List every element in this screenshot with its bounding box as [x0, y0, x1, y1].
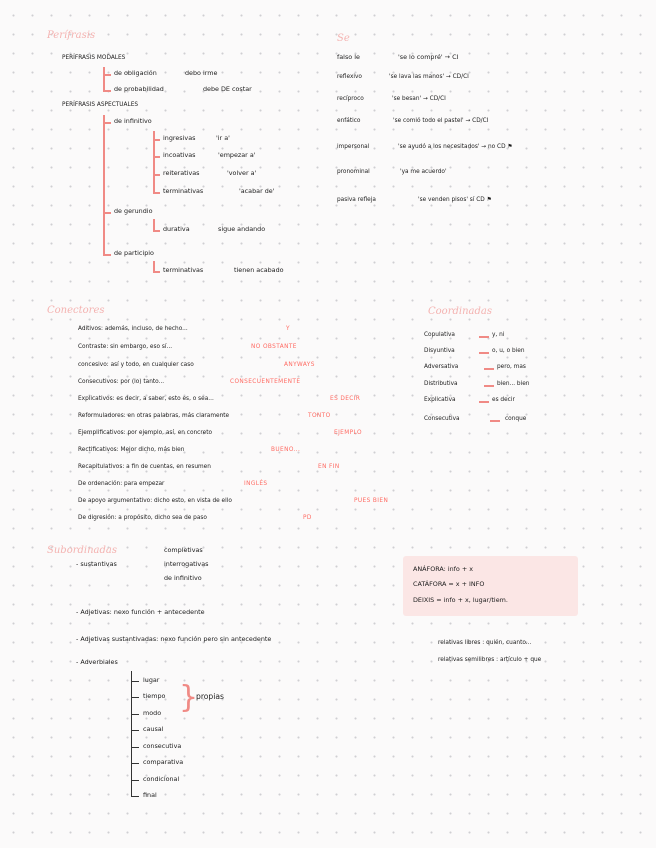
- modal-probabilidad-example: debe DE costar: [203, 85, 252, 93]
- conector-label: De digresión: a propósito, dicho sea de paso: [78, 515, 207, 521]
- adverbial-item: final: [143, 791, 157, 799]
- gerundio-item-label: durativa: [163, 225, 190, 233]
- se-item-label: recíproco: [337, 96, 364, 102]
- se-item-example: 'se ayudó a los necesitados' → no CD ⚑: [398, 144, 513, 150]
- conector-key: EN FIN: [318, 464, 340, 470]
- aspectuales-heading: PERÍFRASIS ASPECTUALES: [62, 102, 139, 108]
- infinitivo-item-label: terminativas: [163, 187, 204, 195]
- relativas-libres: relativas libres : quién, cuanto...: [438, 640, 532, 646]
- sustantivas-label: - sustantivas: [76, 560, 117, 568]
- se-item-example: 'se lava las manos' → CD/CI: [389, 74, 469, 80]
- branch-tick: [153, 230, 160, 232]
- anafora-line: ANÁFORA: info + x: [413, 565, 474, 573]
- subordinadas-title: Subordinadas: [47, 545, 117, 556]
- conector-label: Reformuladores: en otras palabras, más claramente: [78, 413, 230, 419]
- catafora-line: CATÁFORA = x + INFO: [413, 580, 485, 588]
- adverbial-item: causal: [143, 725, 164, 733]
- coordinada-label: Explicativa: [424, 397, 456, 403]
- modal-probabilidad-label: de probabilidad: [114, 85, 164, 93]
- se-item-example: 'se venden pisos' sí CD ⚑: [418, 197, 492, 203]
- coordinada-dash: [484, 368, 494, 370]
- se-item-example: 'ya me acuerdo': [400, 169, 447, 175]
- infinitivo-item-example: 'acabar de': [239, 187, 275, 195]
- modales-heading: PERÍFRASIS MODALES: [62, 55, 126, 61]
- infinitivo-item-example: 'empezar a': [218, 151, 256, 159]
- coordinada-example: pero, mas: [497, 364, 526, 370]
- branch-tick: [131, 763, 139, 764]
- coordinada-label: Disyuntiva: [424, 348, 455, 354]
- conector-key: INGLÉS: [244, 481, 268, 487]
- conector-key: BUENO...: [271, 447, 301, 453]
- conector-label: De apoyo argumentativo: dicho esto, en vista de ello: [78, 498, 232, 504]
- coordinada-label: Distributiva: [424, 381, 458, 387]
- conector-label: Explicativos: es decir, a saber, esto es, o sea...: [78, 396, 214, 402]
- branch-tick: [153, 156, 160, 158]
- coordinada-label: Consecutiva: [424, 416, 460, 422]
- branch-tick: [131, 714, 139, 715]
- conector-key: PD: [303, 515, 312, 521]
- adverbiales-branch-line: [131, 671, 132, 796]
- modal-obligacion-example: debo irme: [185, 69, 218, 77]
- participio-item-example: tienen acabado: [234, 266, 284, 274]
- conector-key: Y: [286, 326, 290, 332]
- branch-tick: [131, 730, 139, 731]
- participio-item-label: terminativas: [163, 266, 204, 274]
- conector-key: ANYWAYS: [284, 362, 315, 368]
- conector-key: CONSECUENTEMENTE: [230, 379, 301, 385]
- deixis-line: DEIXIS = info + x, lugar/tiem.: [413, 596, 508, 604]
- infinitivo-item-label: incoativas: [163, 151, 196, 159]
- adverbial-item: comparativa: [143, 758, 184, 766]
- coordinada-dash: [490, 420, 500, 422]
- sustantiva-item: completivas: [164, 546, 203, 554]
- infinitivo-item-label: ingresivas: [163, 134, 196, 142]
- coordinada-example: es decir: [492, 397, 515, 403]
- branch-tick: [103, 74, 111, 76]
- conector-label: Ejemplificativos: por ejemplo, así, en concreto: [78, 430, 213, 436]
- branch-tick: [103, 212, 111, 214]
- perifrasis-title: Perífrasis: [47, 30, 96, 41]
- adverbial-item: tiempo: [143, 692, 166, 700]
- infinitivo-item-example: 'volver a': [227, 169, 257, 177]
- conectores-title: Conectores: [47, 305, 105, 316]
- infinitivo-item-label: reiterativas: [163, 169, 200, 177]
- branch-tick: [131, 780, 139, 781]
- conector-key: EJEMPLO: [334, 430, 362, 436]
- branch-tick: [131, 796, 139, 797]
- modal-obligacion-label: de obligación: [114, 69, 157, 77]
- se-item-label: enfático: [337, 118, 361, 124]
- adverbial-item: lugar: [143, 676, 160, 684]
- se-item-label: reflexivo: [337, 74, 362, 80]
- branch-tick: [103, 90, 111, 92]
- coordinada-dash: [479, 401, 489, 403]
- branch-tick: [103, 254, 111, 256]
- se-item-example: 'se comió todo el pastel' → CD/CI: [393, 118, 489, 124]
- conector-label: concesivo: así y todo, en cualquier caso: [78, 362, 194, 368]
- conector-key: TONTO: [308, 413, 331, 419]
- coordinada-label: Copulativa: [424, 332, 455, 338]
- se-title: Se: [337, 33, 350, 44]
- sustantiva-item: interrogativas: [164, 560, 209, 568]
- adjetivas-sustantivadas-line: - Adjetivas sustantivadas: nexo función pero sin antecedente: [76, 635, 272, 643]
- conector-label: De ordenación: para empezar: [78, 481, 165, 487]
- se-item-example: 'se besan' → CD/CI: [392, 96, 446, 102]
- branch-tick: [153, 192, 160, 194]
- coordinada-example: bien... bien: [497, 381, 530, 387]
- coordinada-example: conque: [505, 416, 527, 422]
- coordinada-dash: [479, 336, 489, 338]
- adverbiales-label: - Adverbiales: [76, 658, 118, 666]
- coordinada-dash: [479, 352, 489, 354]
- coordinada-example: y, ni: [492, 332, 505, 338]
- adjetivas-line: - Adjetivas: nexo función + antecedente: [76, 608, 205, 616]
- conector-label: Rectificativos: Mejor dicho, más bien: [78, 447, 185, 453]
- participio-label: de participio: [114, 249, 154, 257]
- se-item-example: 'se lo compré' → CI: [398, 53, 459, 61]
- coordinada-label: Adversativa: [424, 364, 459, 370]
- adverbial-item: consecutiva: [143, 742, 182, 750]
- branch-tick: [153, 139, 160, 141]
- infinitivo-item-example: 'ir a': [216, 134, 230, 142]
- propias-label: propias: [196, 692, 224, 701]
- propias-brace: }: [179, 680, 199, 715]
- conector-key: ES DECIR: [330, 396, 361, 402]
- gerundio-item-example: sigue andando: [218, 225, 266, 233]
- branch-tick: [131, 747, 139, 748]
- branch-tick: [131, 697, 139, 698]
- conector-label: Consecutivos: por (lo) tanto...: [78, 379, 165, 385]
- branch-tick: [153, 174, 160, 176]
- relativas-semilibres: relativas semilibres : artículo + que: [438, 657, 542, 663]
- conector-label: Aditivos: además, incluso, de hecho...: [78, 326, 188, 332]
- adverbial-item: condicional: [143, 775, 180, 783]
- coordinada-example: o, u, o bien: [492, 348, 525, 354]
- se-item-label: pasiva refleja: [337, 197, 376, 203]
- aspectuales-branch-line: [103, 115, 105, 254]
- se-item-label: impersonal: [337, 144, 370, 150]
- se-item-label: pronominal: [337, 169, 370, 175]
- se-item-label: falso le: [337, 53, 360, 61]
- coordinada-dash: [484, 385, 494, 387]
- branch-tick: [131, 681, 139, 682]
- branch-tick: [153, 271, 160, 273]
- branch-tick: [103, 122, 111, 124]
- coordinadas-title: Coordinadas: [428, 306, 492, 317]
- gerundio-label: de gerundio: [114, 207, 153, 215]
- conector-key: PUES BIEN: [354, 498, 389, 504]
- conector-key: NO OBSTANTE: [251, 344, 297, 350]
- conector-label: Recapitulativos: a fin de cuentas, en resumen: [78, 464, 211, 470]
- conector-label: Contraste: sin embargo, eso sí...: [78, 344, 173, 350]
- adverbial-item: modo: [143, 709, 162, 717]
- sustantiva-item: de infinitivo: [164, 574, 202, 582]
- infinitivo-label: de infinitivo: [114, 117, 152, 125]
- modales-branch-line: [103, 67, 105, 91]
